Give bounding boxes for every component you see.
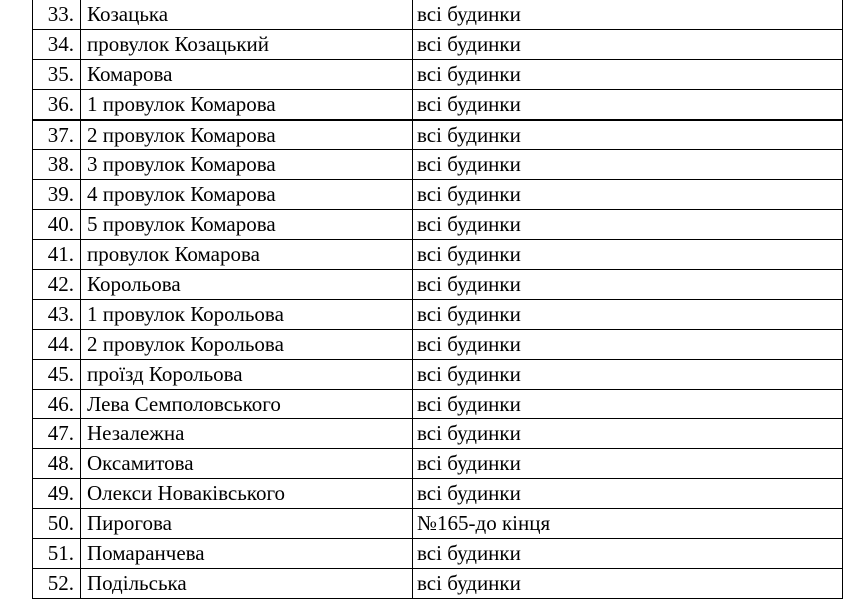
table-row [33,29,843,59]
houses-range: всі будинки [413,59,843,89]
table-row [33,479,843,509]
street-name: Корольова [81,270,413,300]
table-row [33,568,843,598]
street-name: провулок Козацький [81,29,413,59]
streets-table-body [33,0,843,598]
street-name: 1 провулок Комарова [81,89,413,119]
row-number: 46. [33,389,81,419]
table-row [33,389,843,419]
table-row [33,359,843,389]
table-row [33,539,843,569]
street-name: Лева Семполовського [81,389,413,419]
row-number: 39. [33,180,81,210]
houses-range: всі будинки [413,389,843,419]
row-number: 40. [33,210,81,240]
streets-table [32,0,843,599]
row-number: 36. [33,89,81,119]
street-name: 2 провулок Комарова [81,120,413,150]
row-number: 41. [33,240,81,270]
street-name: Оксамитова [81,449,413,479]
row-number: 47. [33,419,81,449]
street-name: 2 провулок Корольова [81,329,413,359]
houses-range: всі будинки [413,329,843,359]
houses-range: всі будинки [413,299,843,329]
street-name: Подільська [81,568,413,598]
houses-range: всі будинки [413,479,843,509]
table-row [33,210,843,240]
table-row [33,509,843,539]
row-number: 45. [33,359,81,389]
table-row [33,180,843,210]
row-number: 49. [33,479,81,509]
street-name: Помаранчева [81,539,413,569]
row-number: 34. [33,29,81,59]
street-name: провулок Комарова [81,240,413,270]
houses-range: всі будинки [413,29,843,59]
houses-range: всі будинки [413,419,843,449]
row-number: 42. [33,270,81,300]
houses-range: всі будинки [413,359,843,389]
street-name: Олекси Новаківського [81,479,413,509]
houses-range: №165-до кінця [413,509,843,539]
street-name: Козацька [81,0,413,29]
table-row [33,329,843,359]
houses-range: всі будинки [413,270,843,300]
row-number: 51. [33,539,81,569]
houses-range: всі будинки [413,210,843,240]
houses-range: всі будинки [413,0,843,29]
street-name: проїзд Корольова [81,359,413,389]
table-row [33,270,843,300]
houses-range: всі будинки [413,89,843,119]
houses-range: всі будинки [413,539,843,569]
houses-range: всі будинки [413,449,843,479]
row-number: 48. [33,449,81,479]
table-row [33,120,843,150]
row-number: 52. [33,568,81,598]
row-number: 44. [33,329,81,359]
row-number: 33. [33,0,81,29]
row-number: 35. [33,59,81,89]
street-name: Незалежна [81,419,413,449]
table-row [33,299,843,329]
row-number: 50. [33,509,81,539]
houses-range: всі будинки [413,568,843,598]
row-number: 43. [33,299,81,329]
street-name: 4 провулок Комарова [81,180,413,210]
table-row [33,449,843,479]
street-name: 3 провулок Комарова [81,150,413,180]
street-name: 1 провулок Корольова [81,299,413,329]
houses-range: всі будинки [413,180,843,210]
table-row [33,0,843,29]
street-name: Пирогова [81,509,413,539]
table-row [33,59,843,89]
table-row [33,240,843,270]
street-name: 5 провулок Комарова [81,210,413,240]
houses-range: всі будинки [413,120,843,150]
houses-range: всі будинки [413,150,843,180]
table-row [33,89,843,119]
row-number: 37. [33,120,81,150]
table-row [33,150,843,180]
street-name: Комарова [81,59,413,89]
table-row [33,419,843,449]
row-number: 38. [33,150,81,180]
houses-range: всі будинки [413,240,843,270]
